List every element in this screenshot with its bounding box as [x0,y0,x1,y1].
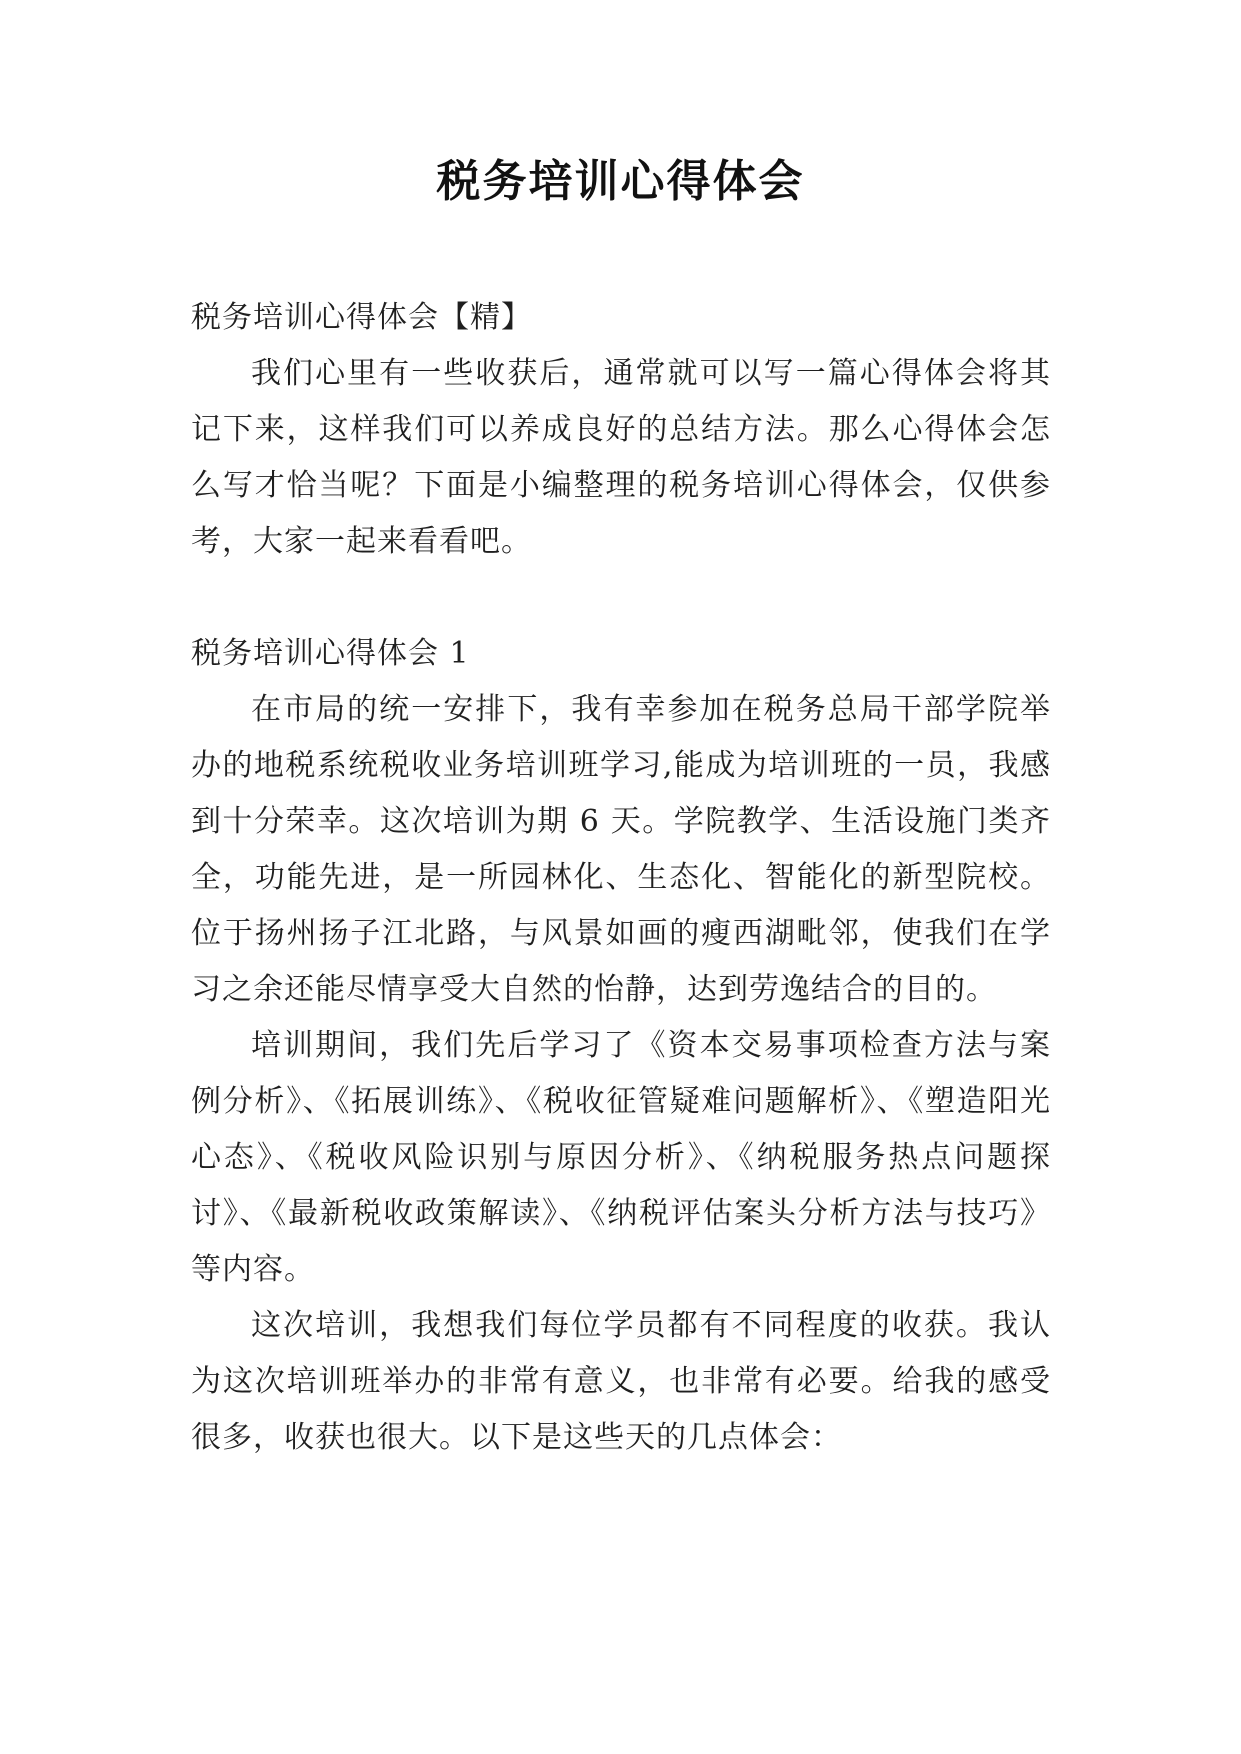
body-paragraph: 这次培训，我想我们每位学员都有不同程度的收获。我认为这次培训班举办的非常有意义，也非常有必要。给我的感受很多，收获也很大。以下是这些天的几点体会： [191,1308,1051,1455]
section-heading: 税务培训心得体会 1 [191,636,470,671]
body-paragraph: 培训期间，我们先后学习了《资本交易事项检查方法与案例分析》、《拓展训练》、《税收征管疑难问题解析》、《塑造阳光心态》、《税收风险识别与原因分析》、《纳税服务热点问题探讨》、《最新税收政策解读》、《纳税评估案头分析方法与技巧》等内容。 [191,1028,1051,1287]
section-spacer [191,570,1051,626]
body-paragraph: 在市局的统一安排下，我有幸参加在税务总局干部学院举办的地税系统税收业务培训班学习,能成为培训班的一员，我感到十分荣幸。这次培训为期 6 天。学院教学、生活设施门类齐全，功能先进，是一所园林化、生态化、智能化的新型院校。位于扬州扬子江北路，与风景如画的瘦西湖毗邻，使我们在学习之余还能尽情享受大自然的怡静，达到劳逸结合的目的。 [191,692,1051,1007]
document-title: 税务培训心得体会 [436,156,805,207]
document-body [191,290,1051,1466]
intro-paragraph: 我们心里有一些收获后，通常就可以写一篇心得体会将其记下来，这样我们可以养成良好的总结方法。那么心得体会怎么写才恰当呢？下面是小编整理的税务培训心得体会，仅供参考，大家一起来看看吧。 [191,356,1051,559]
document-subtitle: 税务培训心得体会【精】 [191,300,532,335]
